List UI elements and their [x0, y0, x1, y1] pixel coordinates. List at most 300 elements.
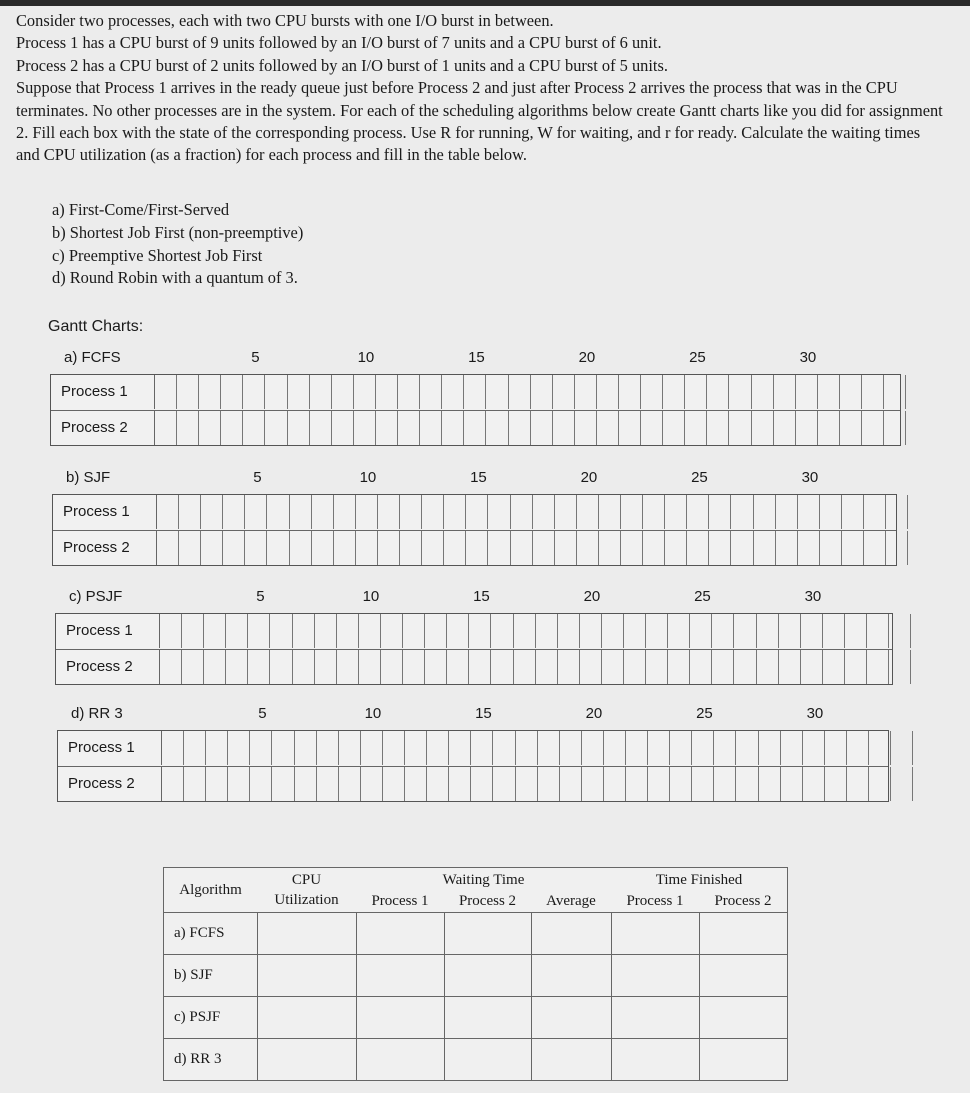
gantt-cell[interactable]	[157, 495, 179, 529]
table-cell[interactable]	[257, 997, 356, 1039]
table-cell[interactable]	[699, 997, 788, 1039]
gantt-cell[interactable]	[736, 731, 758, 765]
gantt-cell[interactable]	[757, 650, 779, 684]
gantt-cell[interactable]	[427, 767, 449, 801]
gantt-cell[interactable]	[267, 495, 289, 529]
gantt-cell[interactable]	[405, 731, 427, 765]
gantt-cell[interactable]	[712, 650, 734, 684]
gantt-cell[interactable]	[886, 495, 908, 529]
gantt-cell[interactable]	[820, 531, 842, 565]
gantt-cell[interactable]	[670, 767, 692, 801]
gantt-cell[interactable]	[288, 375, 310, 409]
gantt-cell[interactable]	[270, 614, 292, 648]
gantt-cell[interactable]	[823, 650, 845, 684]
gantt-cell[interactable]	[359, 650, 381, 684]
gantt-cell[interactable]	[295, 767, 317, 801]
gantt-cell[interactable]	[796, 411, 818, 445]
gantt-cell[interactable]	[516, 731, 538, 765]
gantt-cell[interactable]	[486, 411, 508, 445]
gantt-cell[interactable]	[464, 375, 486, 409]
gantt-cell[interactable]	[272, 767, 294, 801]
gantt-cell[interactable]	[223, 495, 245, 529]
gantt-cell[interactable]	[442, 375, 464, 409]
gantt-cell[interactable]	[889, 650, 911, 684]
gantt-cell[interactable]	[295, 731, 317, 765]
gantt-cell[interactable]	[803, 767, 825, 801]
table-cell[interactable]	[444, 997, 531, 1039]
gantt-cell[interactable]	[491, 614, 513, 648]
gantt-cell[interactable]	[315, 614, 337, 648]
gantt-cell[interactable]	[376, 375, 398, 409]
gantt-cell[interactable]	[337, 614, 359, 648]
table-cell[interactable]	[699, 955, 788, 997]
gantt-cell[interactable]	[869, 731, 891, 765]
gantt-cell[interactable]	[425, 614, 447, 648]
gantt-cell[interactable]	[471, 731, 493, 765]
gantt-cell[interactable]	[648, 767, 670, 801]
gantt-cell[interactable]	[270, 650, 292, 684]
gantt-cell[interactable]	[290, 531, 312, 565]
gantt-cell[interactable]	[177, 375, 199, 409]
gantt-cell[interactable]	[514, 650, 536, 684]
gantt-cell[interactable]	[884, 375, 906, 409]
gantt-cell[interactable]	[577, 531, 599, 565]
gantt-cell[interactable]	[493, 731, 515, 765]
gantt-cell[interactable]	[449, 767, 471, 801]
gantt-cell[interactable]	[624, 614, 646, 648]
gantt-cell[interactable]	[599, 531, 621, 565]
table-cell[interactable]	[699, 1039, 788, 1081]
gantt-cell[interactable]	[641, 375, 663, 409]
gantt-cell[interactable]	[602, 614, 624, 648]
gantt-cell[interactable]	[265, 375, 287, 409]
gantt-cell[interactable]	[646, 650, 668, 684]
gantt-cell[interactable]	[201, 495, 223, 529]
gantt-cell[interactable]	[754, 495, 776, 529]
gantt-cell[interactable]	[157, 531, 179, 565]
gantt-cell[interactable]	[317, 767, 339, 801]
gantt-cell[interactable]	[403, 650, 425, 684]
gantt-cell[interactable]	[442, 411, 464, 445]
gantt-cell[interactable]	[714, 731, 736, 765]
gantt-cell[interactable]	[864, 495, 886, 529]
table-cell[interactable]	[444, 955, 531, 997]
gantt-cell[interactable]	[842, 495, 864, 529]
gantt-cell[interactable]	[221, 411, 243, 445]
gantt-cell[interactable]	[243, 411, 265, 445]
gantt-cell[interactable]	[847, 767, 869, 801]
gantt-cell[interactable]	[619, 375, 641, 409]
gantt-cell[interactable]	[864, 531, 886, 565]
table-cell[interactable]	[531, 955, 611, 997]
gantt-cell[interactable]	[179, 531, 201, 565]
gantt-cell[interactable]	[378, 495, 400, 529]
gantt-cell[interactable]	[359, 614, 381, 648]
gantt-cell[interactable]	[577, 495, 599, 529]
gantt-cell[interactable]	[599, 495, 621, 529]
gantt-cell[interactable]	[184, 731, 206, 765]
gantt-cell[interactable]	[621, 531, 643, 565]
gantt-cell[interactable]	[597, 375, 619, 409]
gantt-cell[interactable]	[798, 495, 820, 529]
gantt-cell[interactable]	[690, 650, 712, 684]
gantt-cell[interactable]	[663, 375, 685, 409]
gantt-cell[interactable]	[774, 411, 796, 445]
gantt-cell[interactable]	[891, 767, 913, 801]
gantt-cell[interactable]	[354, 375, 376, 409]
gantt-cell[interactable]	[845, 650, 867, 684]
gantt-cell[interactable]	[707, 411, 729, 445]
gantt-cell[interactable]	[734, 614, 756, 648]
gantt-cell[interactable]	[444, 495, 466, 529]
table-cell[interactable]	[356, 955, 444, 997]
gantt-cell[interactable]	[312, 495, 334, 529]
gantt-cell[interactable]	[469, 614, 491, 648]
gantt-cell[interactable]	[712, 614, 734, 648]
gantt-cell[interactable]	[317, 731, 339, 765]
gantt-cell[interactable]	[687, 495, 709, 529]
gantt-cell[interactable]	[626, 731, 648, 765]
gantt-cell[interactable]	[488, 531, 510, 565]
gantt-cell[interactable]	[668, 650, 690, 684]
gantt-cell[interactable]	[779, 614, 801, 648]
gantt-cell[interactable]	[206, 731, 228, 765]
gantt-cell[interactable]	[862, 411, 884, 445]
gantt-cell[interactable]	[245, 495, 267, 529]
gantt-cell[interactable]	[177, 411, 199, 445]
gantt-cell[interactable]	[466, 531, 488, 565]
gantt-cell[interactable]	[155, 411, 177, 445]
gantt-cell[interactable]	[840, 411, 862, 445]
gantt-cell[interactable]	[781, 731, 803, 765]
gantt-cell[interactable]	[162, 767, 184, 801]
table-cell[interactable]	[356, 913, 444, 955]
gantt-cell[interactable]	[509, 375, 531, 409]
gantt-cell[interactable]	[361, 767, 383, 801]
gantt-cell[interactable]	[555, 495, 577, 529]
gantt-cell[interactable]	[759, 731, 781, 765]
gantt-cell[interactable]	[228, 731, 250, 765]
gantt-cell[interactable]	[265, 411, 287, 445]
gantt-cell[interactable]	[221, 375, 243, 409]
gantt-cell[interactable]	[250, 767, 272, 801]
gantt-cell[interactable]	[533, 495, 555, 529]
gantt-cell[interactable]	[646, 614, 668, 648]
gantt-cell[interactable]	[536, 614, 558, 648]
gantt-cell[interactable]	[420, 411, 442, 445]
gantt-cell[interactable]	[729, 375, 751, 409]
gantt-cell[interactable]	[469, 650, 491, 684]
gantt-cell[interactable]	[228, 767, 250, 801]
gantt-cell[interactable]	[293, 650, 315, 684]
gantt-cell[interactable]	[736, 767, 758, 801]
gantt-cell[interactable]	[665, 531, 687, 565]
gantt-cell[interactable]	[752, 375, 774, 409]
gantt-cell[interactable]	[381, 650, 403, 684]
gantt-cell[interactable]	[400, 495, 422, 529]
gantt-cell[interactable]	[825, 731, 847, 765]
gantt-cell[interactable]	[356, 495, 378, 529]
gantt-cell[interactable]	[867, 614, 889, 648]
gantt-cell[interactable]	[201, 531, 223, 565]
table-cell[interactable]	[257, 1039, 356, 1081]
gantt-cell[interactable]	[398, 411, 420, 445]
gantt-cell[interactable]	[840, 375, 862, 409]
gantt-cell[interactable]	[381, 614, 403, 648]
gantt-cell[interactable]	[536, 650, 558, 684]
gantt-cell[interactable]	[245, 531, 267, 565]
gantt-cell[interactable]	[774, 375, 796, 409]
gantt-cell[interactable]	[891, 731, 913, 765]
gantt-cell[interactable]	[160, 650, 182, 684]
gantt-cell[interactable]	[204, 650, 226, 684]
gantt-cell[interactable]	[842, 531, 864, 565]
gantt-cell[interactable]	[447, 614, 469, 648]
table-cell[interactable]	[611, 1039, 699, 1081]
gantt-cell[interactable]	[553, 411, 575, 445]
waiting-average-header: Average	[546, 892, 596, 909]
gantt-cell[interactable]	[604, 767, 626, 801]
gantt-cell[interactable]	[533, 531, 555, 565]
gantt-cell[interactable]	[731, 495, 753, 529]
gantt-cell[interactable]	[663, 411, 685, 445]
gantt-cell[interactable]	[339, 767, 361, 801]
gantt-cell[interactable]	[339, 731, 361, 765]
table-cell[interactable]	[257, 913, 356, 955]
gantt-heading: Gantt Charts:	[48, 318, 144, 335]
gantt-cell[interactable]	[491, 650, 513, 684]
table-cell[interactable]	[611, 955, 699, 997]
gantt-cell[interactable]	[602, 650, 624, 684]
gantt-cell[interactable]	[643, 531, 665, 565]
gantt-cell[interactable]	[162, 731, 184, 765]
gantt-cell[interactable]	[714, 767, 736, 801]
gantt-cell[interactable]	[845, 614, 867, 648]
gantt-cell[interactable]	[555, 531, 577, 565]
gantt-cell[interactable]	[378, 531, 400, 565]
gantt-cell[interactable]	[531, 411, 553, 445]
gantt-cell[interactable]	[243, 375, 265, 409]
gantt-cell[interactable]	[226, 614, 248, 648]
gantt-cell[interactable]	[184, 767, 206, 801]
gantt-cell[interactable]	[354, 411, 376, 445]
gantt-cell[interactable]	[776, 495, 798, 529]
gantt-cell[interactable]	[619, 411, 641, 445]
gantt-cell[interactable]	[641, 411, 663, 445]
gantt-cell[interactable]	[160, 614, 182, 648]
table-cell[interactable]	[531, 913, 611, 955]
gantt-cell[interactable]	[643, 495, 665, 529]
gantt-cell[interactable]	[312, 531, 334, 565]
gantt-cell[interactable]	[250, 731, 272, 765]
gantt-cell[interactable]	[334, 495, 356, 529]
gantt-cell[interactable]	[847, 731, 869, 765]
gantt-cell[interactable]	[709, 531, 731, 565]
gantt-cell[interactable]	[427, 731, 449, 765]
gantt-cell[interactable]	[516, 767, 538, 801]
gantt-cell[interactable]	[776, 531, 798, 565]
gantt-cell[interactable]	[531, 375, 553, 409]
gantt-cell[interactable]	[356, 531, 378, 565]
gantt-cell[interactable]	[226, 650, 248, 684]
gantt-cell[interactable]	[514, 614, 536, 648]
gantt-cell[interactable]	[538, 767, 560, 801]
gantt-cell[interactable]	[511, 495, 533, 529]
gantt-cell[interactable]	[757, 614, 779, 648]
gantt-cell[interactable]	[376, 411, 398, 445]
gantt-cell[interactable]	[422, 531, 444, 565]
table-cell[interactable]	[444, 1039, 531, 1081]
gantt-cell[interactable]	[558, 614, 580, 648]
gantt-cell[interactable]	[624, 650, 646, 684]
gantt-cell[interactable]	[818, 411, 840, 445]
gantt-cell[interactable]	[626, 767, 648, 801]
table-cell[interactable]	[611, 913, 699, 955]
gantt-cell[interactable]	[886, 531, 908, 565]
gantt-cell[interactable]	[204, 614, 226, 648]
gantt-cell[interactable]	[685, 375, 707, 409]
gantt-cell[interactable]	[621, 495, 643, 529]
gantt-cell[interactable]	[182, 650, 204, 684]
table-cell[interactable]	[356, 1039, 444, 1081]
gantt-cell[interactable]	[801, 614, 823, 648]
gantt-cell[interactable]	[206, 767, 228, 801]
gantt-cell[interactable]	[648, 731, 670, 765]
table-cell[interactable]	[531, 997, 611, 1039]
gantt-cell[interactable]	[692, 731, 714, 765]
gantt-cell[interactable]	[405, 767, 427, 801]
gantt-cell[interactable]	[862, 375, 884, 409]
gantt-cell[interactable]	[332, 411, 354, 445]
gantt-cell[interactable]	[310, 411, 332, 445]
gantt-cell[interactable]	[670, 731, 692, 765]
gantt-row	[58, 766, 888, 801]
gantt-cell[interactable]	[734, 650, 756, 684]
table-cell[interactable]	[531, 1039, 611, 1081]
gantt-cell[interactable]	[272, 731, 294, 765]
gantt-cell[interactable]	[575, 375, 597, 409]
gantt-cell[interactable]	[687, 531, 709, 565]
gantt-cell[interactable]	[665, 495, 687, 529]
gantt-cell[interactable]	[580, 614, 602, 648]
gantt-cell[interactable]	[290, 495, 312, 529]
gantt-cell[interactable]	[823, 614, 845, 648]
gantt-cell[interactable]	[690, 614, 712, 648]
gantt-cell[interactable]	[668, 614, 690, 648]
time-finished-header: Time Finished	[655, 871, 743, 888]
gantt-cell[interactable]	[560, 731, 582, 765]
gantt-cell[interactable]	[582, 731, 604, 765]
gantt-cell[interactable]	[692, 767, 714, 801]
gantt-cell[interactable]	[493, 767, 515, 801]
gantt-cell[interactable]	[310, 375, 332, 409]
gantt-cell[interactable]	[422, 495, 444, 529]
gantt-cell[interactable]	[867, 650, 889, 684]
gantt-cell[interactable]	[486, 375, 508, 409]
gantt-cell[interactable]	[731, 531, 753, 565]
gantt-cell[interactable]	[685, 411, 707, 445]
gantt-cell[interactable]	[179, 495, 201, 529]
table-cell[interactable]	[444, 913, 531, 955]
gantt-cell[interactable]	[403, 614, 425, 648]
gantt-cell[interactable]	[558, 650, 580, 684]
gantt-cell[interactable]	[752, 411, 774, 445]
gantt-cell[interactable]	[560, 767, 582, 801]
gantt-cell[interactable]	[884, 411, 906, 445]
gantt-cell[interactable]	[267, 531, 289, 565]
gantt-cell[interactable]	[597, 411, 619, 445]
gantt-cell[interactable]	[398, 375, 420, 409]
table-cell[interactable]	[356, 997, 444, 1039]
gantt-cell[interactable]	[709, 495, 731, 529]
gantt-cell[interactable]	[288, 411, 310, 445]
gantt-cell[interactable]	[779, 650, 801, 684]
gantt-cell[interactable]	[798, 531, 820, 565]
gantt-cell[interactable]	[803, 731, 825, 765]
gantt-cell[interactable]	[425, 650, 447, 684]
gantt-cell[interactable]	[582, 767, 604, 801]
gantt-cell[interactable]	[248, 650, 270, 684]
gantt-cell[interactable]	[488, 495, 510, 529]
gantt-cell[interactable]	[464, 411, 486, 445]
gantt-cell[interactable]	[538, 731, 560, 765]
gantt-cell[interactable]	[754, 531, 776, 565]
gantt-cell[interactable]	[825, 767, 847, 801]
table-cell[interactable]	[611, 997, 699, 1039]
gantt-cell[interactable]	[575, 411, 597, 445]
gantt-cell[interactable]	[337, 650, 359, 684]
gantt-cell[interactable]	[781, 767, 803, 801]
gantt-cell[interactable]	[729, 411, 751, 445]
gantt-cell[interactable]	[818, 375, 840, 409]
gantt-cell[interactable]	[889, 614, 911, 648]
gantt-cell[interactable]	[580, 650, 602, 684]
gantt-cell[interactable]	[199, 411, 221, 445]
gantt-cell[interactable]	[315, 650, 337, 684]
table-cell[interactable]	[257, 955, 356, 997]
gantt-cell[interactable]	[383, 767, 405, 801]
gantt-cell[interactable]	[334, 531, 356, 565]
gantt-cell[interactable]	[553, 375, 575, 409]
gantt-cell[interactable]	[604, 731, 626, 765]
gantt-cell[interactable]	[509, 411, 531, 445]
gantt-cell[interactable]	[511, 531, 533, 565]
gantt-cell[interactable]	[383, 731, 405, 765]
gantt-cell[interactable]	[796, 375, 818, 409]
gantt-cell[interactable]	[400, 531, 422, 565]
gantt-cell[interactable]	[471, 767, 493, 801]
gantt-cell[interactable]	[801, 650, 823, 684]
gantt-cell[interactable]	[155, 375, 177, 409]
gantt-cell[interactable]	[466, 495, 488, 529]
gantt-cell[interactable]	[447, 650, 469, 684]
gantt-cell[interactable]	[869, 767, 891, 801]
gantt-cell[interactable]	[444, 531, 466, 565]
gantt-cell[interactable]	[332, 375, 354, 409]
gantt-cell[interactable]	[420, 375, 442, 409]
gantt-cell[interactable]	[820, 495, 842, 529]
gantt-cell[interactable]	[248, 614, 270, 648]
gantt-cell[interactable]	[223, 531, 245, 565]
gantt-cell[interactable]	[293, 614, 315, 648]
gantt-cell[interactable]	[707, 375, 729, 409]
table-cell[interactable]	[699, 913, 788, 955]
gantt-cell[interactable]	[449, 731, 471, 765]
gantt-cell[interactable]	[199, 375, 221, 409]
gantt-cell[interactable]	[182, 614, 204, 648]
gantt-cell[interactable]	[759, 767, 781, 801]
gantt-cell[interactable]	[361, 731, 383, 765]
